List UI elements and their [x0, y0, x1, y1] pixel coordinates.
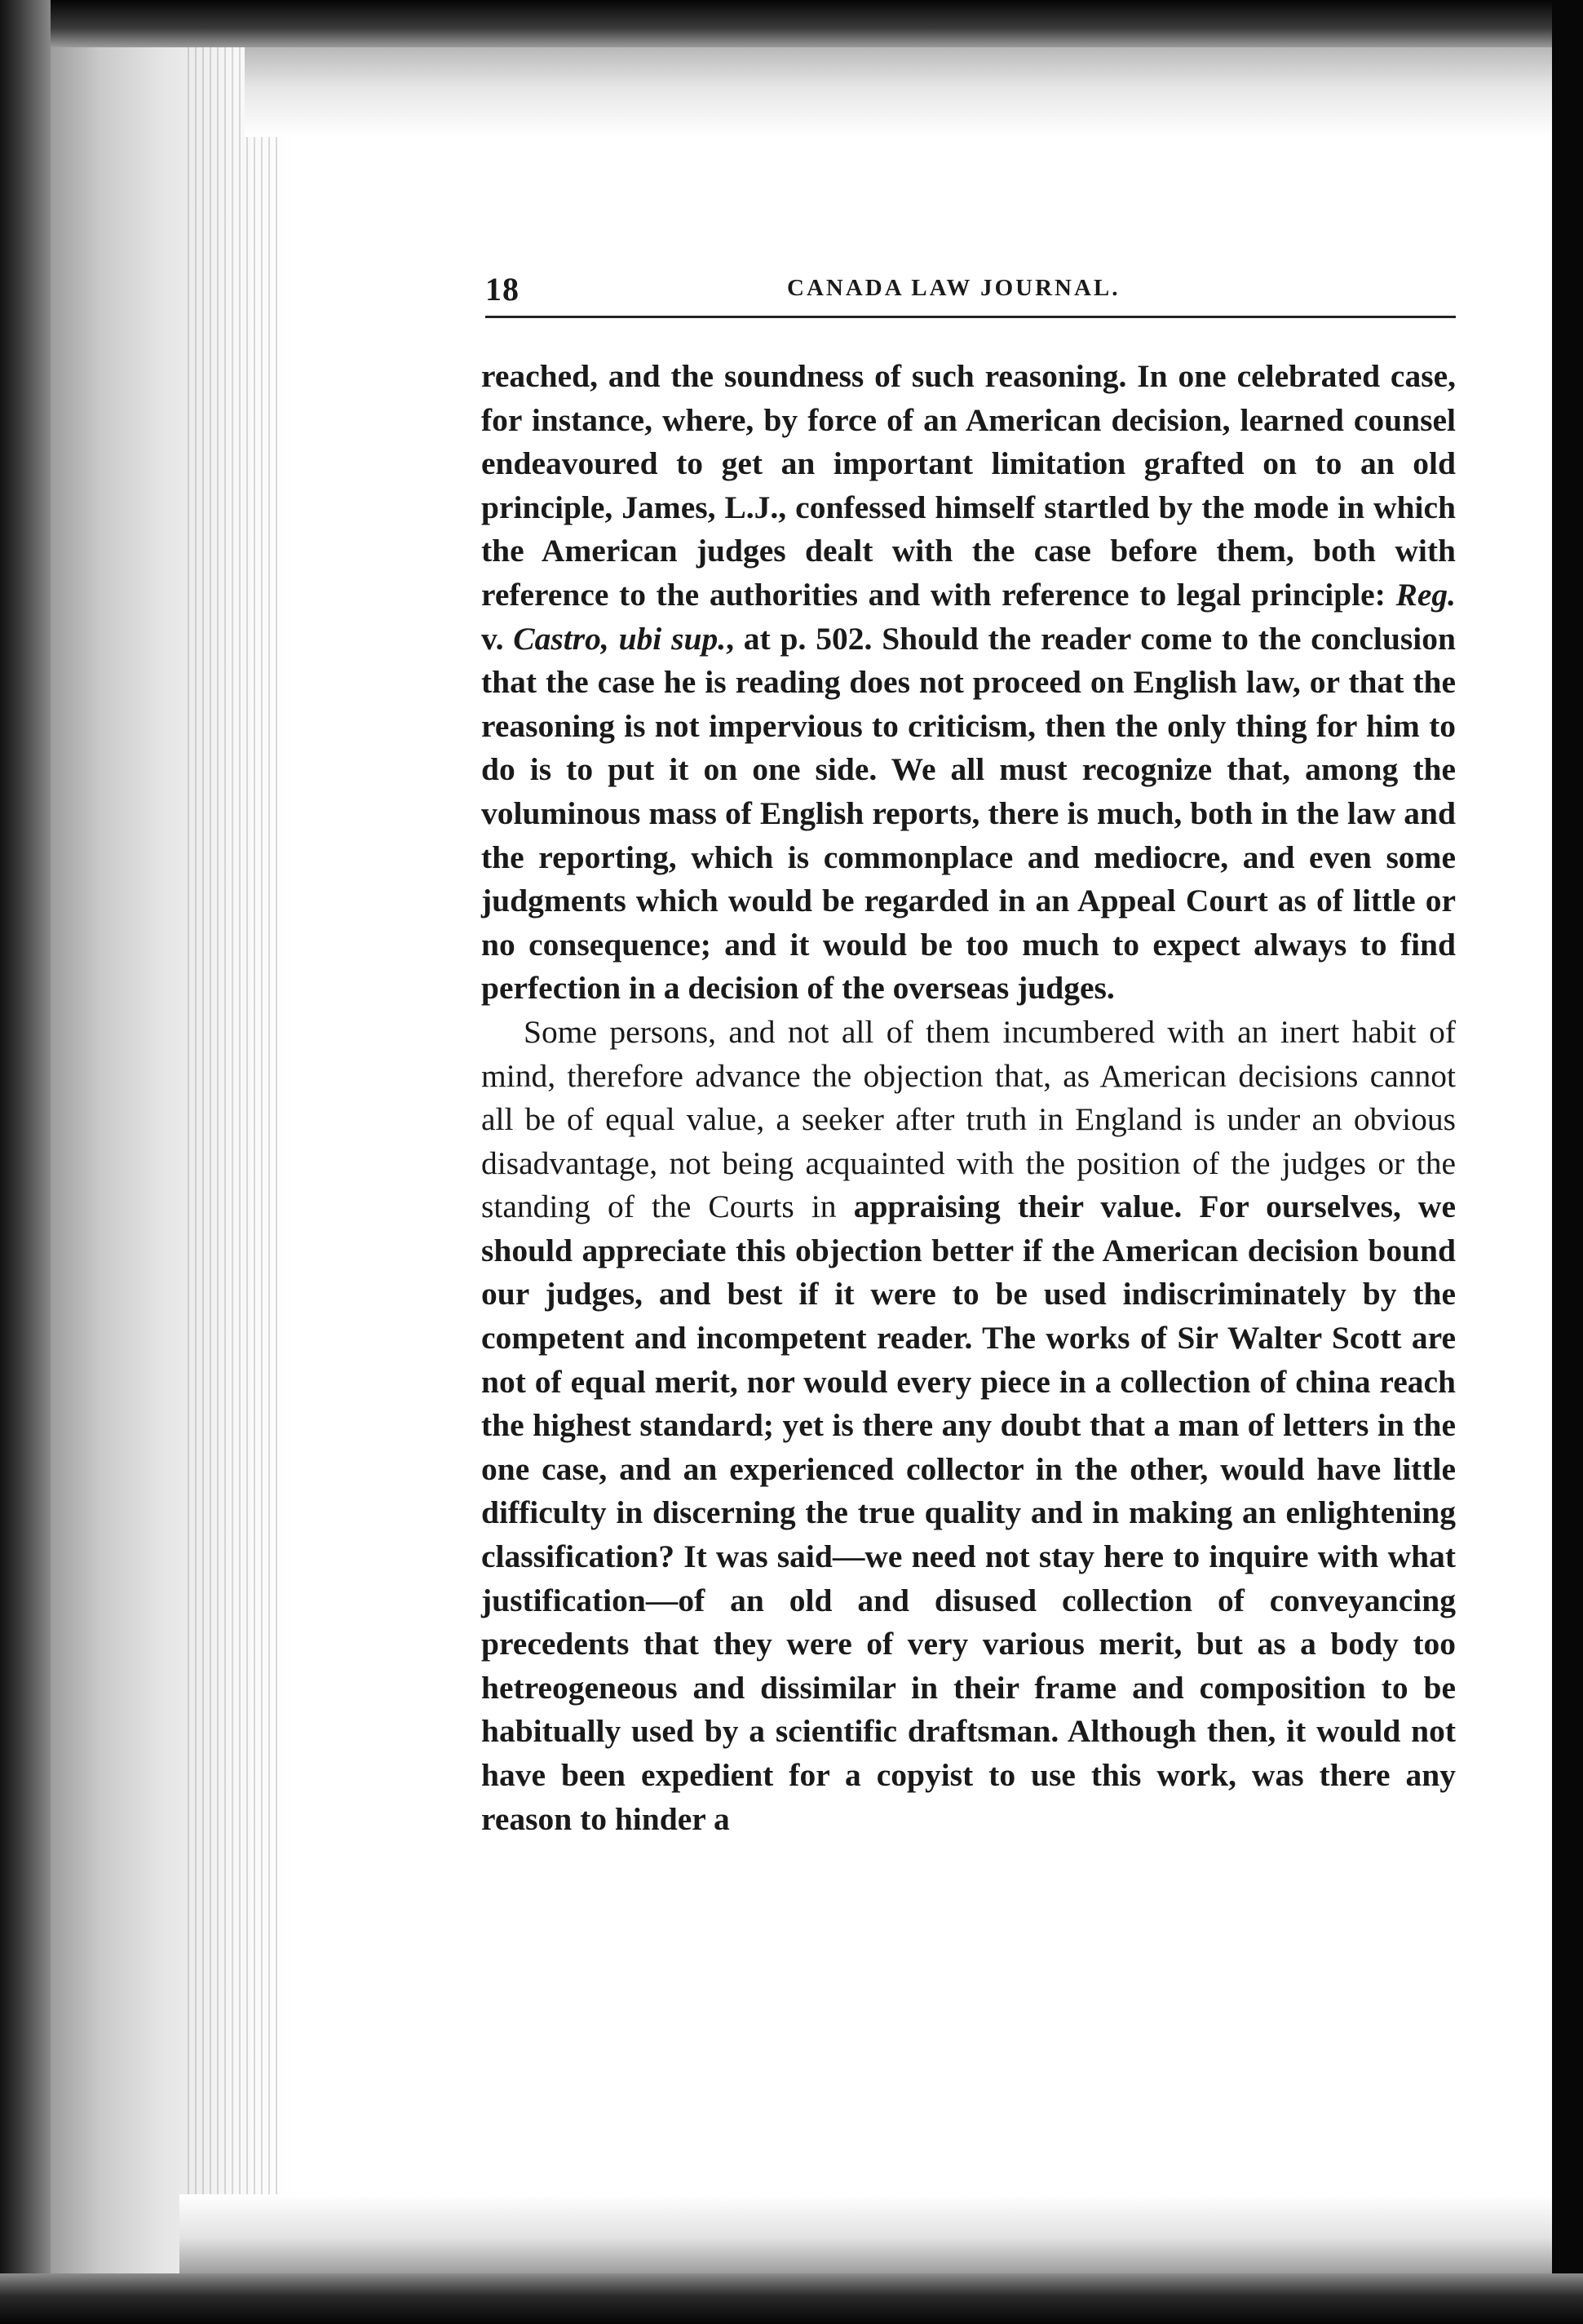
bottom-edge-shading [179, 2194, 1552, 2273]
paragraph-1-text-a: reached, and the soundness of such reasoning. In one celebrated case, for instance, where, by force of an American decision, learned counsel endeavoured to get an important limitation grafted on to an old principle, James, L.J., confessed himself startled by the mode in which the American judges dealt with the case before them, both with reference to the authorities and with reference to legal principle: [481, 358, 1456, 613]
page-header [485, 265, 1456, 322]
paragraph-1 [481, 355, 1456, 1011]
case-citation-versus: v. [481, 620, 514, 657]
paragraph-2-text-b: appraising their value. For ourselves, we should appreciate this objection better if the American decision bound our judges, and best if it were to be used indiscriminately by the competent and incompetent reader. The works of Sir Walter Scott are not of equal merit, nor would every piece in a collection of china reach the highest standard; yet is there any doubt that a man of letters in the one case, and an experienced collector in the other, would have little difficulty in discerning the true quality and in making an enlightening classification? It was said—we need not stay here to inquire with what justification—of an old and disused collection of conveyancing precedents that they were of very various merit, but as a body too hetreogeneous and dissimilar in their frame and composition to be habitually used by a scientific draftsman. Although then, it would not have been expedient for a copyist to use this work, was there any reason to hinder a [481, 1189, 1456, 1837]
case-citation-castro: Castro, ubi sup. [513, 620, 727, 657]
page-number: 18 [485, 271, 520, 308]
scan-border-left [0, 0, 51, 2324]
scan-border-right [1552, 0, 1583, 2324]
paragraph-2-text-a: Some persons, and not all of them incumbered with an inert habit of mind, therefore advance the objection that, as American decisions cannot all be of equal value, a seeker after truth in England is under an obvious disadvantage, not being acquainted with the position of the judges or the standing of the Courts in [481, 1013, 1456, 1225]
binding-gutter-texture [188, 47, 277, 2273]
article-body [481, 355, 1456, 1841]
header-rule [485, 316, 1456, 318]
scan-border-bottom [0, 2273, 1583, 2324]
running-head: CANADA LAW JOURNAL. [787, 275, 1121, 301]
paragraph-2 [481, 1011, 1456, 1841]
paragraph-1-text-b: , at p. 502. Should the reader come to the conclusion that the case he is reading does not proceed on English law, or that the reasoning is not impervious to criticism, then the only thing for him to do is to put it on one side. We all must recognize that, among the voluminous mass of English reports, there is much, both in the law and the reporting, which is commonplace and mediocre, and even some judgments which would be regarded in an Appeal Court as of little or no consequence; and it would be too much to expect always to find perfection in a decision of the overseas judges. [481, 620, 1456, 1007]
scan-border-top [0, 0, 1583, 47]
case-citation-reg: Reg. [1395, 576, 1456, 613]
top-edge-shading [245, 47, 1552, 137]
